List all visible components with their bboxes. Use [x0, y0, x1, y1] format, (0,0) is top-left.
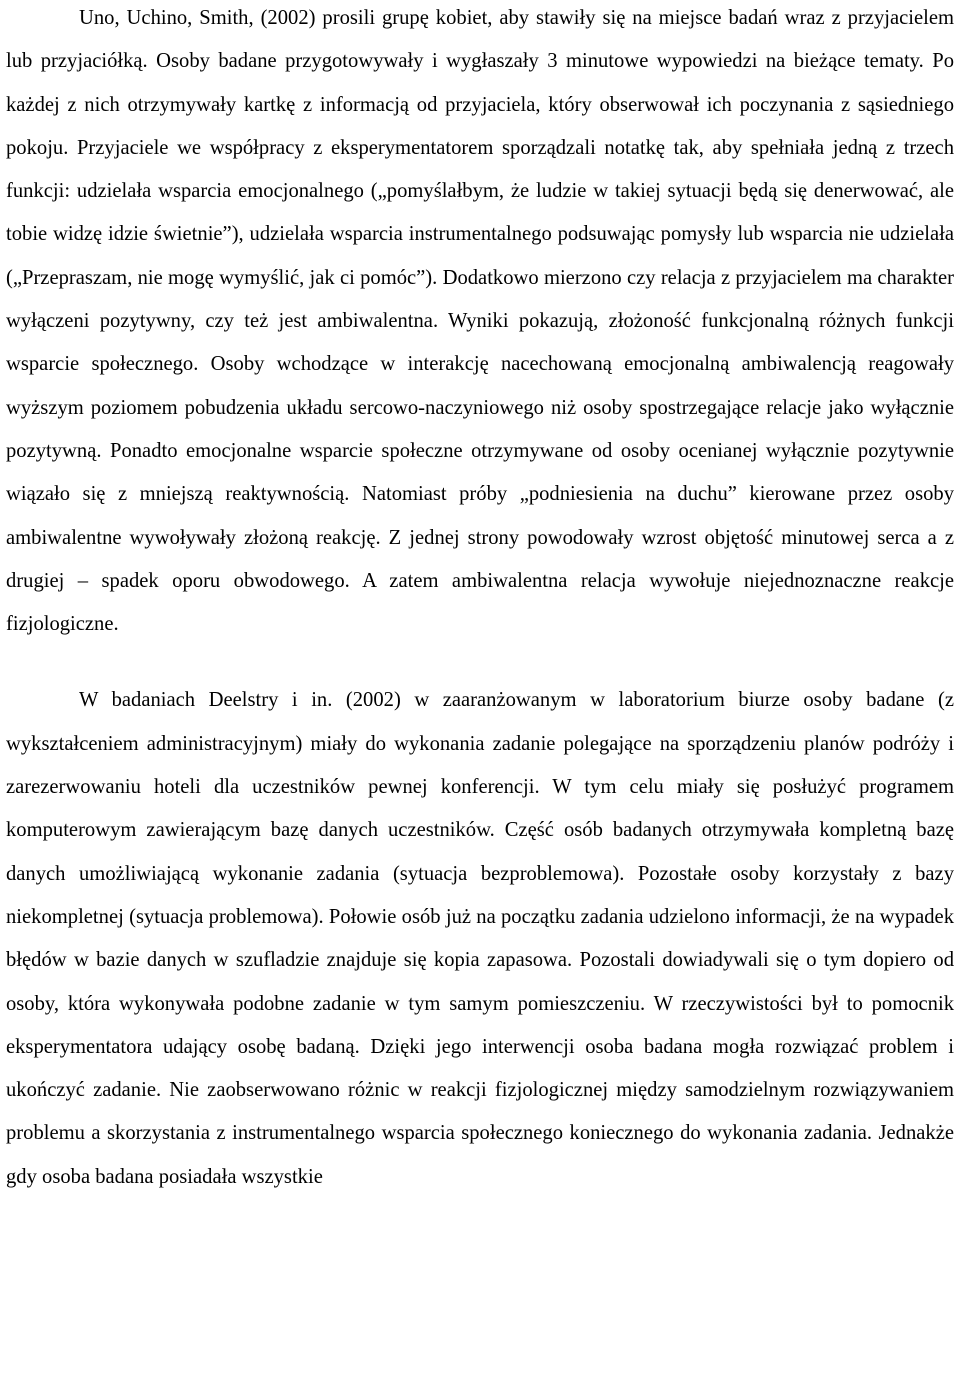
paragraph-uno-study: Uno, Uchino, Smith, (2002) prosili grupę kobiet, aby stawiły się na miejsce badań wraz z przyjacielem lub przyjaciółką. Osoby badane przygotowywały i wygłaszały 3 minutowe wypowiedzi na bieżące tematy. Po każdej z nich otrzymywały kartkę z informacją od przyjaciela, który obserwował ich poczynania z sąsiedniego pokoju. Przyjaciele we współpracy z eksperymentatorem sporządzali notatkę tak, aby spełniała jedną z trzech funkcji: udzielała wsparcia emocjonalnego („pomyślałbym, że ludzie w takiej sytuacji będą się denerwować, ale tobie widzę idzie świetnie”), udzielała wsparcia instrumentalnego podsuwając pomysły lub wsparcia nie udzielała („Przepraszam, nie mogę wymyślić, jak ci pomóc”). Dodatkowo mierzono czy relacja z przyjacielem ma charakter wyłączeni pozytywny, czy też jest ambiwalentna. Wyniki pokazują, złożoność funkcjonalną różnych funkcji wsparcie społecznego. Osoby wchodzące w interakcję nacechowaną emocjonalną ambiwalencją reagowały wyższym poziomem pobudzenia układu sercowo-naczyniowego niż osoby spostrzegające relacje jako wyłącznie pozytywną. Ponadto emocjonalne wsparcie społeczne otrzymywane od osoby ocenianej wyłącznie pozytywnie wiązało się z mniejszą reaktywnością. Natomiast próby „podniesienia na duchu” kierowane przez osoby ambiwalentne wywoływały złożoną reakcję. Z jednej strony powodowały wzrost objętość minutowej serca a z drugiej – spadek oporu obwodowego. A zatem ambiwalentna relacja wywołuje niejednoznaczne reakcje fizjologiczne.: [6, 7, 954, 636]
paragraph-deelstra-study: W badaniach Deelstry i in. (2002) w zaaranżowanym w laboratorium biurze osoby badane (z wykształceniem administracyjnym) miały do wykonania zadanie polegające na sporządzeniu planów podróży i zarezerwowaniu hoteli dla uczestników pewnej konferencji. W tym celu miały się posłużyć programem komputerowym zawierającym bazę danych uczestników. Część osób badanych otrzymywała kompletną bazę danych umożliwiającą wykonanie zadania (sytuacja bezproblemowa). Pozostałe osoby korzystały z bazy niekompletnej (sytuacja problemowa). Połowie osób już na początku zadania udzielono informacji, że na wypadek błędów w bazie danych w szufladzie znajduje się kopia zapasowa. Pozostali dowiadywali się o tym dopiero od osoby, która wykonywała podobne zadanie w tym samym pomieszczeniu. W rzeczywistości był to pomocnik eksperymentatora udający osobę badaną. Dzięki jego interwencji osoba badana mogła rozwiązać problem i ukończyć zadanie. Nie zaobserwowano różnic w reakcji fizjologicznej między samodzielnym rozwiązywaniem problemu a skorzystania z instrumentalnego wsparcia społecznego koniecznego do wykonania zadania. Jednakże gdy osoba badana posiadała wszystkie: [6, 689, 954, 1188]
document-page: [6, 0, 954, 1199]
